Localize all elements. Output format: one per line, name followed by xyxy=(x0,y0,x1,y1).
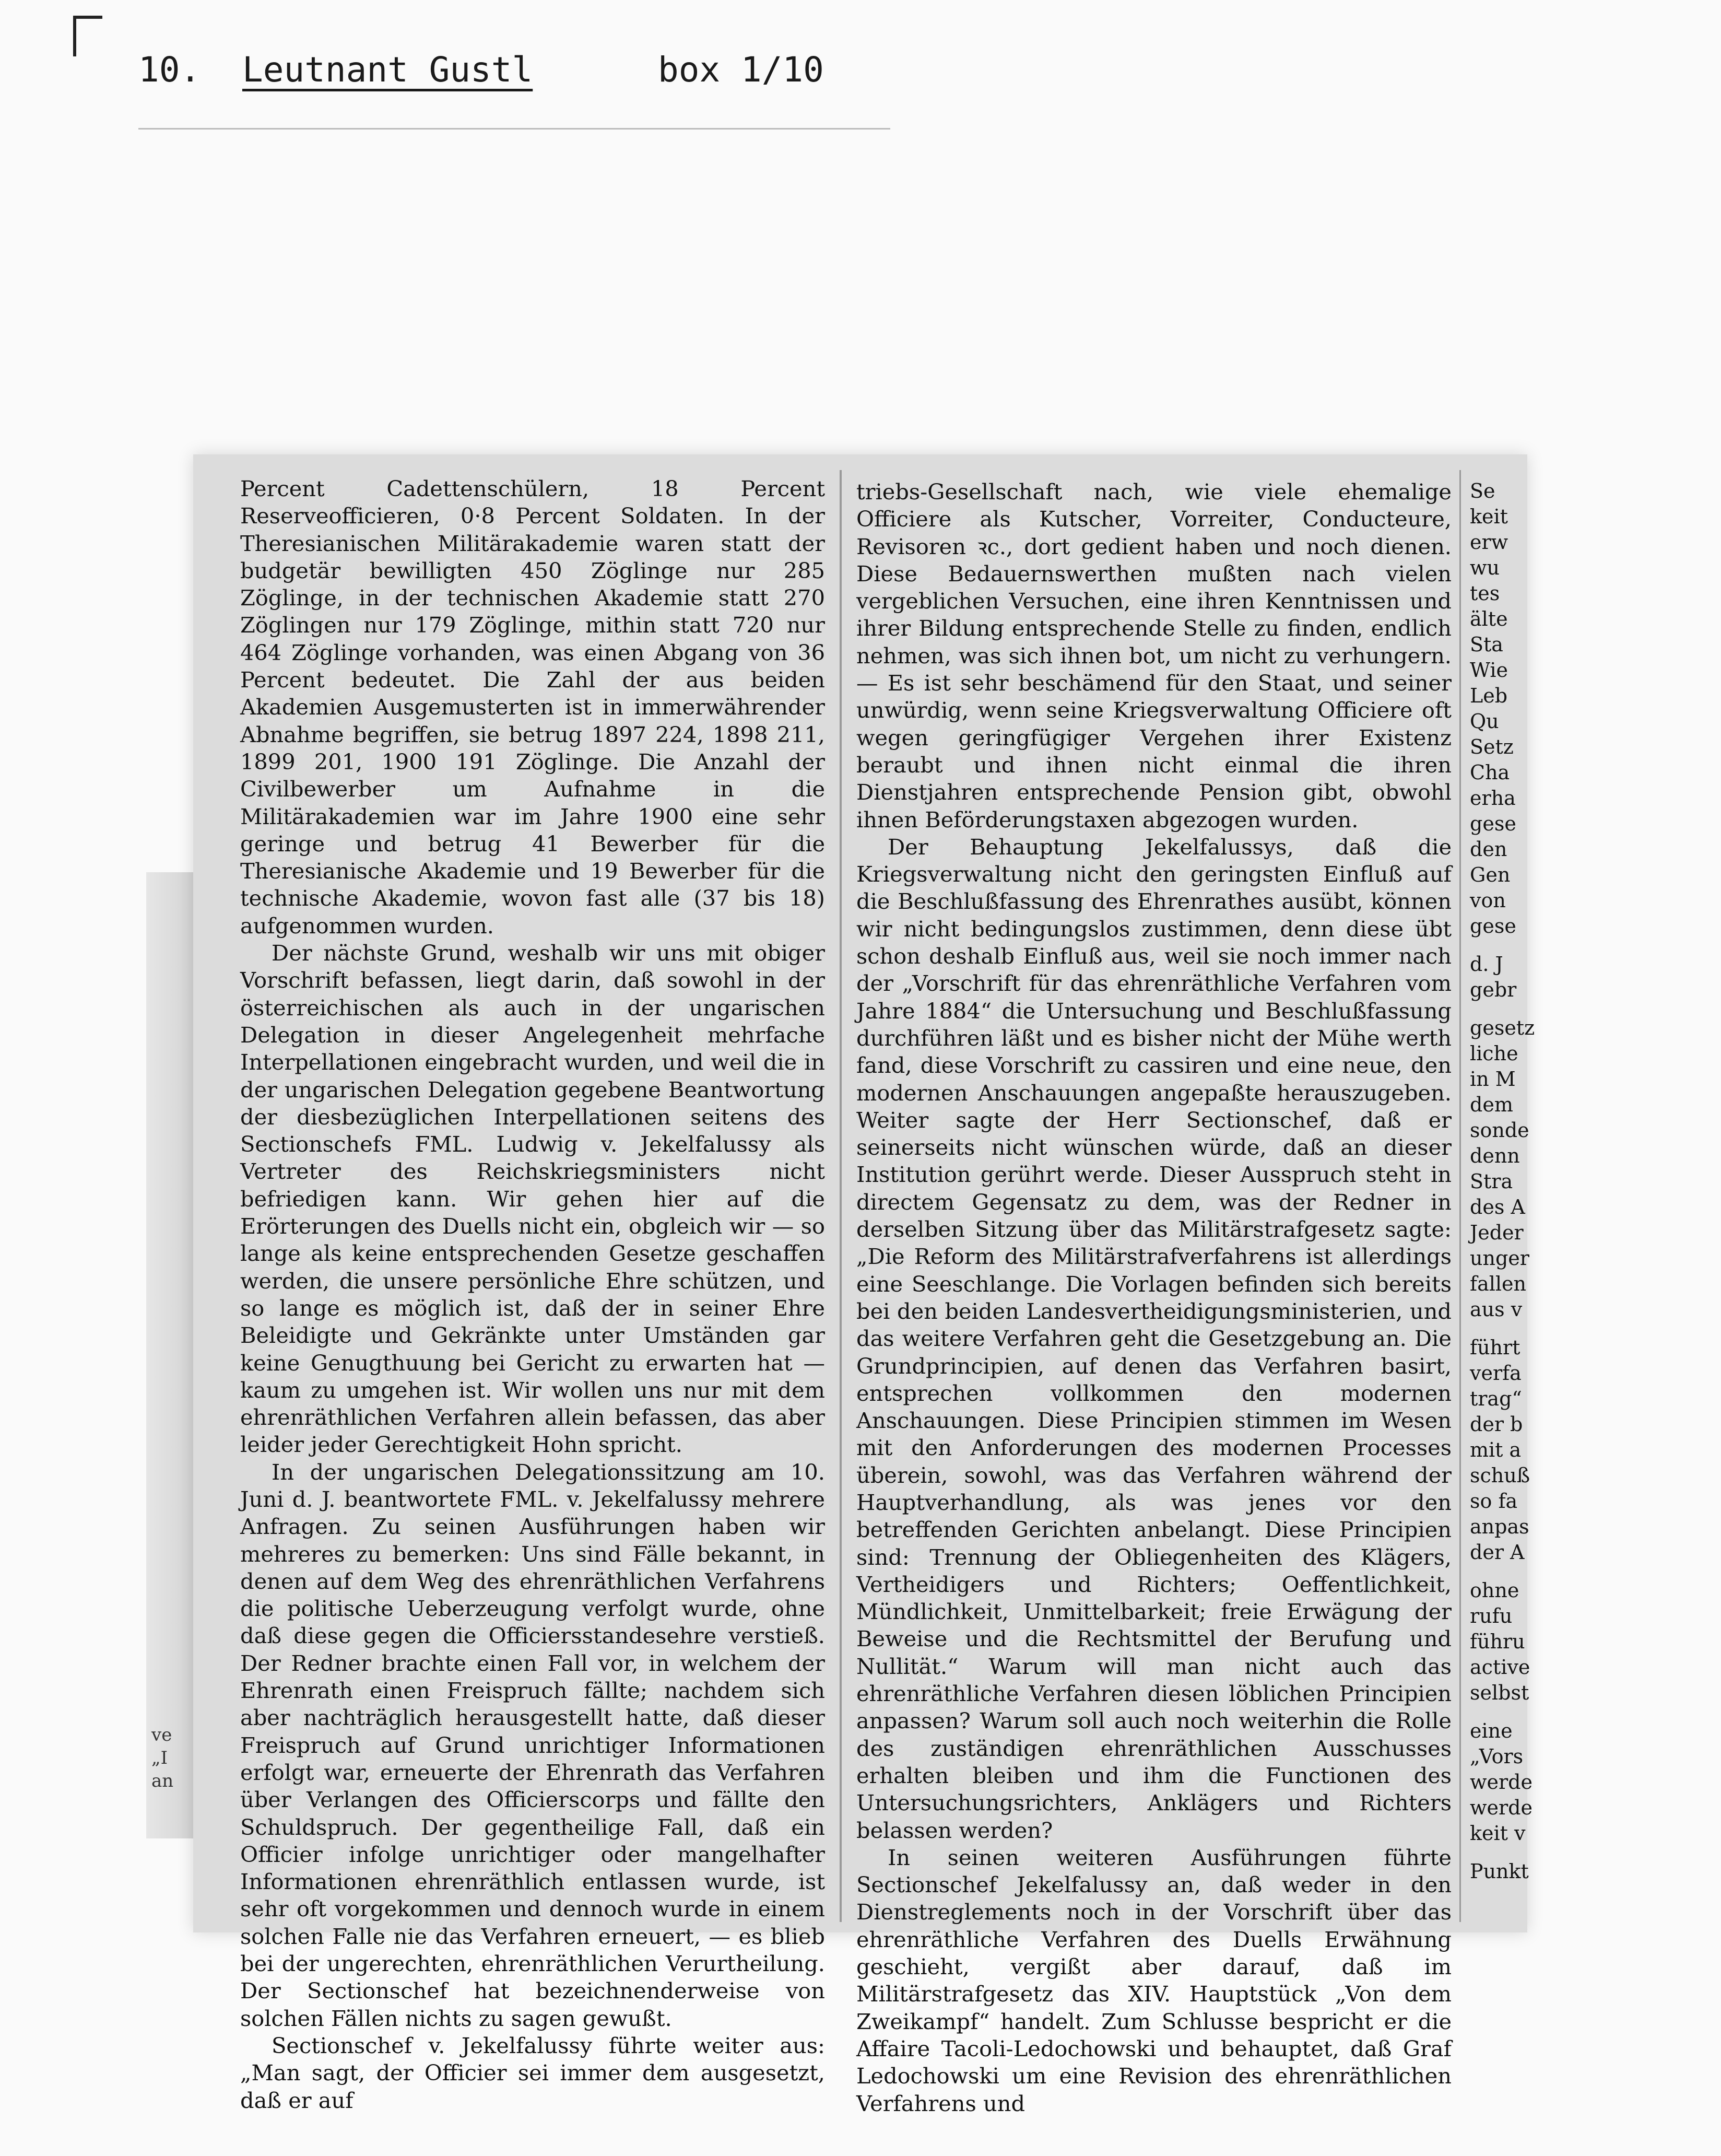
article-column-left xyxy=(240,475,825,2114)
fragment-line: unger xyxy=(1470,1247,1529,1270)
item-number: 10. xyxy=(138,50,201,90)
fragment-gap xyxy=(1470,1322,1527,1335)
fragment-line: Qu xyxy=(1470,710,1499,733)
fragment-line: trag“ xyxy=(1470,1387,1522,1410)
fragment-line: liche xyxy=(1470,1042,1518,1065)
corner-crop-mark xyxy=(73,16,102,56)
fragment-line: active xyxy=(1470,1656,1530,1679)
paragraph: Der Behauptung Jekelfalussys, daß die Kriegsverwaltung nicht den geringsten Einfluß auf die Beschlußfassung des Ehrenrathes ausübt, können wir nicht bedingungslos zustimmen, denn diese übt schon deshalb Einfluß aus, weil sie noch immer nach der „Vorschrift für das ehrenräthliche Verfahren vom Jahre 1884“ die Untersuchung und Beschlußfassung durchführen läßt und es bisher nicht der Mühe werth fand, diese Vorschrift zu cassiren und eine neue, den modernen Anschauungen angepaßte herauszugeben. Weiter sagte der Herr Sectionschef, daß er seinerseits nicht wünschen würde, daß an dieser Institution gerührt werde. Dieser Ausspruch steht in directem Gegensatz zu dem, was der Redner in derselben Sitzung über das Militärstrafgesetz sagte: „Die Reform des Militärstrafverfahrens ist allerdings eine Seeschlange. Die Vorlagen befinden sich bereits bei den beiden Landesvertheidigungsministerien, und das weitere Verfahren geht die Gesetzgebung an. Die Grundprincipien, auf denen das Verfahren basirt, entsprechen vollkommen den modernen Anschauungen. Diese Principien stimmen im Wesen mit den Anforderungen des modernen Processes überein, sowohl, was das Verfahren während der Hauptverhandlung, als was jenes vor den betreffenden Gerichten anbelangt. Diese Principien sind: Trennung der Obliegenheiten des Klägers, Vertheidigers und Richters; Oeffentlichkeit, Mündlichkeit, Unmittelbarkeit; freie Erwägung der Beweise und die Rechtsmittel der Berufung und Nullität.“ Warum will man nicht auch das ehrenräthliche Verfahren diesen löblichen Principien anpassen? Warum soll auch noch weiterhin die Rolle des zuständigen ehrenräthlichen Ausschusses erhalten bleiben und ihm die Functionen des Untersuchungsrichters, Anklägers und Richters belassen werden? xyxy=(856,834,1452,1843)
fragment-line: wu xyxy=(1470,556,1500,579)
fragment-line: denn xyxy=(1470,1144,1520,1167)
fragment-line: rufu xyxy=(1470,1604,1513,1627)
fragment-line: anpas xyxy=(1470,1515,1529,1538)
archive-label xyxy=(138,50,824,90)
fragment-line: Cha xyxy=(1470,761,1510,784)
paragraph: Der nächste Grund, weshalb wir uns mit obiger Vorschrift befassen, liegt darin, daß sowohl in der österreichischen als auch in der ungarischen Delegation in dieser Angelegenheit mehrfache Interpellationen eingebracht wurden, und weil die in der ungarischen Delegation gegebene Beantwortung der diesbezüglichen Interpellationen seitens des Sectionschefs FML. Ludwig v. Jekelfalussy als Vertreter des Reichskriegsministers nicht befriedigen kann. Wir gehen hier auf die Erörterungen des Duells nicht ein, obgleich wir — so lange als keine entsprechenden Gesetze geschaffen werden, die unsere persönliche Ehre schützen, und so lange es möglich ist, daß der in seiner Ehre Beleidigte und Gekränkte unter Umständen gar keine Genugthuung bei Gericht zu erwarten hat — kaum zu umgehen ist. Wir wollen uns nur mit dem ehrenräthlichen Verfahren allein befassen, das aber leider jeder Gerechtigkeit Hohn spricht. xyxy=(240,940,825,1458)
item-title: Leutnant Gustl xyxy=(242,50,533,90)
fragment-line: in M xyxy=(1470,1068,1516,1091)
fragment-line: den xyxy=(1470,838,1507,861)
left-stub-fragment xyxy=(151,1724,173,1792)
fragment-line: mit a xyxy=(1470,1438,1522,1461)
newspaper-clipping xyxy=(193,454,1535,2116)
fragment-line: Sta xyxy=(1470,633,1503,656)
fragment-line: Stra xyxy=(1470,1170,1513,1193)
fragment-line: Leb xyxy=(1470,684,1508,707)
fragment-gap xyxy=(1470,939,1527,952)
fragment-line: fallen xyxy=(1470,1272,1526,1295)
fragment-gap xyxy=(1470,1846,1527,1859)
fragment-gap xyxy=(1470,1003,1527,1015)
fragment-line: Setz xyxy=(1470,735,1514,758)
paragraph: triebs-Gesellschaft nach, wie viele ehemalige Officiere als Kutscher, Vorreiter, Conducteure, Revisoren ꝛc., dort gedient haben und noch dienen. Diese Bedauernswerthen mußten nach vielen vergeblichen Versuchen, eine ihren Kenntnissen und ihrer Bildung entsprechende Stelle zu finden, endlich nehmen, was sich ihnen bot, um nicht zu verhungern. — Es ist sehr beschämend für den Staat, und seiner unwürdig, wenn seine Kriegsverwaltung Officiere oft wegen geringfügiger Vergehen ihrer Existenz beraubt und ihnen nicht einmal die ihren Dienstjahren entsprechende Pension gibt, obwohl ihnen Beförderungstaxen abgezogen wurden. xyxy=(856,479,1452,833)
fragment-line: dem xyxy=(1470,1093,1513,1116)
fragment-line: führt xyxy=(1470,1336,1520,1359)
column-rule xyxy=(840,470,842,1922)
fragment-gap xyxy=(1470,1565,1527,1578)
fragment-line: Punkt xyxy=(1470,1860,1529,1883)
fragment-line: gesetz xyxy=(1470,1016,1535,1039)
fragment-line: gebr xyxy=(1470,978,1517,1001)
fragment-line: Gen xyxy=(1470,863,1511,886)
box-reference: box 1/10 xyxy=(658,50,824,90)
stub-line: an xyxy=(151,1771,174,1791)
fragment-line: verfa xyxy=(1470,1362,1522,1385)
paragraph: Sectionschef v. Jekelfalussy führte weiter aus: „Man sagt, der Officier sei immer dem ausgesetzt, daß er auf xyxy=(240,2032,825,2113)
fragment-line: Wie xyxy=(1470,659,1508,682)
fragment-line: eine xyxy=(1470,1719,1513,1742)
fragment-line: keit xyxy=(1470,505,1508,528)
column-rule xyxy=(1459,470,1461,1922)
fragment-line: aus v xyxy=(1470,1298,1523,1321)
paragraph: In der ungarischen Delegationssitzung am 10. Juni d. J. beantwortete FML. v. Jekelfalussy mehrere Anfragen. Zu seinen Ausführungen haben wir mehreres zu bemerken: Uns sind Fälle bekannt, in denen auf dem Weg des ehrenräthlichen Verfahrens die politische Ueberzeugung verfolgt wurde, ohne daß diese gegen die Officiersstandesehre verstieß. Der Redner brachte einen Fall vor, in welchem der Ehrenrath einen Freispruch fällte; nachdem sich aber nachträglich herausgestellt hatte, daß dieser Freispruch auf Grund unrichtiger Informationen erfolgt war, erneuerte der Ehrenrath das Verfahren über Verlangen des Officierscorps und fällte den Schuldspruch. Der gegentheilige Fall, daß ein Officier infolge unrichtiger oder mangelhafter Informationen ehrenräthlich entlassen wurde, ist sehr oft vorgekommen und dennoch wurde in einem solchen Falle nie das Verfahren erneuert, — es blieb bei der ungerechten, ehrenräthlichen Verurtheilung. Der Sectionschef hat bezeichnenderweise von solchen Fällen nichts zu sagen gewußt. xyxy=(240,1459,825,2031)
fragment-line: der A xyxy=(1470,1541,1525,1564)
fragment-line: „Vors xyxy=(1470,1745,1524,1768)
article-column-right-fragment xyxy=(1470,478,1535,1884)
fragment-gap xyxy=(1470,1706,1527,1718)
fragment-line: schuß xyxy=(1470,1464,1530,1487)
stub-line: „I xyxy=(151,1748,168,1768)
header-rule xyxy=(138,128,890,130)
fragment-line: keit v xyxy=(1470,1822,1526,1845)
fragment-line: Se xyxy=(1470,479,1495,502)
article-column-middle xyxy=(856,478,1452,2117)
fragment-line: gese xyxy=(1470,915,1516,938)
paragraph: In seinen weiteren Ausführungen führte Sectionschef Jekelfalussy an, daß weder in den Dienstreglements noch in der Vorschrift über das ehrenräthliche Verfahren des Duells Erwähnung geschieht, vergißt aber darauf, daß im Militärstrafgesetz das XIV. Hauptstück „Von dem Zweikampf“ handelt. Zum Schlusse bespricht er die Affaire Tacoli-Ledochowski und behauptet, daß Graf Ledochowski um eine Revision des ehrenräthlichen Verfahrens und xyxy=(856,1844,1452,2116)
fragment-line: erw xyxy=(1470,531,1508,554)
fragment-line: so fa xyxy=(1470,1490,1518,1513)
fragment-line: tes xyxy=(1470,582,1500,605)
fragment-line: erha xyxy=(1470,787,1516,810)
fragment-line: der b xyxy=(1470,1413,1523,1436)
paragraph: Percent Cadettenschülern, 18 Percent Reserveofficieren, 0·8 Percent Soldaten. In der Theresianischen Militärakademie waren statt der budgetär bewilligten 450 Zöglinge nur 285 Zöglinge, in der technischen Akademie statt 270 Zöglingen nur 179 Zöglinge, mithin statt 720 nur 464 Zöglinge vorhanden, was einen Abgang von 36 Percent bedeutet. Die Zahl der aus beiden Akademien Ausgemusterten ist in immerwährender Abnahme begriffen, sie betrug 1897 224, 1898 211, 1899 201, 1900 191 Zöglinge. Die Anzahl der Civilbewerber um Aufnahme in die Militärakademien war im Jahre 1900 eine sehr geringe und betrug 41 Bewerber für die Theresianische Akademie und 19 Bewerber für die technische Akademie, wovon fast alle (37 bis 18) aufgenommen wurden. xyxy=(240,476,825,939)
fragment-line: werde xyxy=(1470,1771,1533,1794)
fragment-line: d. J xyxy=(1470,953,1503,976)
fragment-line: ohne xyxy=(1470,1579,1519,1602)
fragment-line: Jeder xyxy=(1470,1221,1524,1244)
stub-line: ve xyxy=(151,1725,172,1745)
fragment-line: sonde xyxy=(1470,1119,1529,1142)
fragment-line: des A xyxy=(1470,1196,1525,1218)
fragment-line: führu xyxy=(1470,1630,1525,1653)
fragment-line: selbst xyxy=(1470,1681,1529,1704)
fragment-line: werde xyxy=(1470,1796,1533,1819)
fragment-line: gese xyxy=(1470,812,1516,835)
fragment-line: von xyxy=(1470,889,1506,912)
fragment-line: älte xyxy=(1470,607,1508,630)
